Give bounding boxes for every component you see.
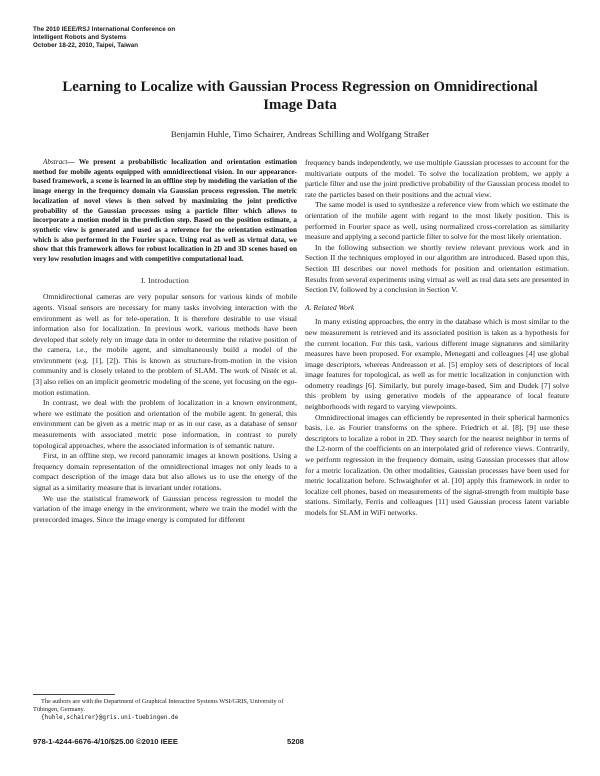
intro-paragraph: We use the statistical framework of Gaussian process regression to model the variation of the image energy in the environment, where we train the model with the prerecorded images. Since the image energy is computed for different [33,493,297,524]
paper-authors: Benjamin Huhle, Timo Schairer, Andreas Schilling and Wolfgang Straßer [170,129,430,139]
abstract [33,158,297,265]
conference-header [33,26,293,50]
abstract-lead: Abstract [43,158,68,166]
intro-paragraph: In the following subsection we shortly review relevant previous work and in Section II the techniques employed in our algorithm are introduced. Based upon this, Section III describes our novel methods for position and orientation estimation. Results from several experiments using virtual as well as real data sets are presented in Section IV, followed by a conclusion in Section V. [305,242,570,295]
left-column [33,158,297,525]
footer-isbn: 978-1-4244-6676-4/10/$25.00 ©2010 IEEE [33,737,178,746]
footnote-affiliation: The authors are with the Department of Graphical Interactive Systems WSI/GRIS, University of Tübingen, Germany. [33,698,284,713]
paper-title: Learning to Localize with Gaussian Process Regression on Omnidirectional Image Data [62,79,538,113]
abstract-text: — We present a probabilistic localization and orientation estimation method for mobile agents equipped with omnidirectional vision. In our appearance-based framework, a scene is learned in an offline step by modeling the variation of the image energy in the frequency domain via Gaussian process regression. The metric localization of novel views is then solved by maximizing the joint predictive probability of the Gaussian processes using a particle filter which allows to incorporate a motion model in the prediction step. Based on the position estimate, a synthetic view is generated and used as a reference for the orientation estimation which is also performed in the Fourier space. Using real as well as virtual data, we show that this framework allows for robust localization in 2D and 3D scenes based on very low resolution images and with competitive computational load. [33,158,297,264]
footnote [33,694,297,722]
section-heading-introduction: I. Introduction [140,275,190,285]
related-work-paragraph: In many existing approaches, the entry in the database which is most similar to the new measurement is retrieved and its associated position is taken as a hypothesis for the current location. For this task, various different image signatures and similarity measures have been proposed. For example, Menegatti and colleagues [4] use global image descriptors, whereas Andreasson et al. [5] employ sets of descriptors of local image features for topological, as well as for metric localization in conjunction with odometry readings [6]. Similarly, but purely image-based, Sim and Dudek [7] solve this problem by using generative models of the appearance of local feature neighborhoods with regard to varying viewpoints. [305,317,569,412]
right-column [305,158,569,519]
conference-header-line: October 18-22, 2010, Taipei, Taiwan [33,42,139,49]
intro-paragraph: Omnidirectional cameras are very popular sensors for various kinds of mobile agents. Visual sensors are necessary for many tasks involving interaction with the environment as well as for tele-operation. It is therefore desirable to use visual information also for localization. In previous work, various methods have been developed that solely rely on image data in order to determine the relative position of the camera, i.e., the mobile agent, and simultaneously build a model of the environment (e.g. [1], [2]). This is known as structure-from-motion in the vision community and is closely related to the problem of SLAM. The work of Nistér et al. [3] also relies on an implicit geometric modeling of the scene, yet focusing on the ego-motion estimation. [33,292,297,397]
footnote-email: {huhle,schairer}@gris.uni-tuebingen.de [41,713,179,721]
intro-paragraph: In contrast, we deal with the problem of localization in a known environment, where we estimate the position and orientation of the mobile agent. In general, this environment can be given as a metric map or as in our case, as a database of sensor measurements with associated metric pose information, in contrast to purely topological approaches, where the associated information is of semantic nature. [33,398,297,450]
subsection-heading-related-work: A. Related Work [305,302,355,312]
conference-header-line: Intelligent Robots and Systems [33,34,127,41]
page-number: 5208 [287,737,304,746]
intro-paragraph: The same model is used to synthesize a reference view from which we estimate the orientation of the mobile agent with regard to the most likely position. This is performed in Fourier space as well, using normalized cross-correlation as similarity measure and applying a second particle filter to solve for the most likely orientation. [305,200,569,242]
related-work-paragraph: Omnidirectional images can efficiently be represented in their spherical harmonics basis, i.e. as Fourier transforms on the sphere. Friedrich et al. [8], [9] use these descriptors to localize a robot in 2D. They search for the nearest neighbor in terms of the L2-norm of the coefficients on an interpolated grid of reference views. Contrarily, we perform regression in the frequency domain, using Gaussian processes that allow for a metric localization. On other modalities, Gaussian processes have been used for metric localization before. Schwaighofer et al. [10] apply this framework in order to localize cell phones, based on measurements of the signal-strength from multiple base stations. Similarly, Ferris and colleagues [11] used Gaussian process latent variable models for SLAM in WiFi networks. [305,412,569,517]
intro-paragraph: First, in an offline step, we record panoramic images at known positions. Using a frequency domain representation of the omnidirectional images not only leads to a compact description of the image data but also allows us to use the energy of the signal as a similarity measure that is invariant under rotations. [33,451,297,493]
conference-header-line: The 2010 IEEE/RSJ International Conference on [33,26,176,33]
footnote-rule [33,694,115,695]
intro-paragraph: frequency bands independently, we use multiple Gaussian processes to account for the multivariate outputs of the model. To solve the localization problem, we apply a particle filter and use the joint predictive probability of the Gaussian process model to rate the particles based on their positions and the actual view. [305,158,569,199]
